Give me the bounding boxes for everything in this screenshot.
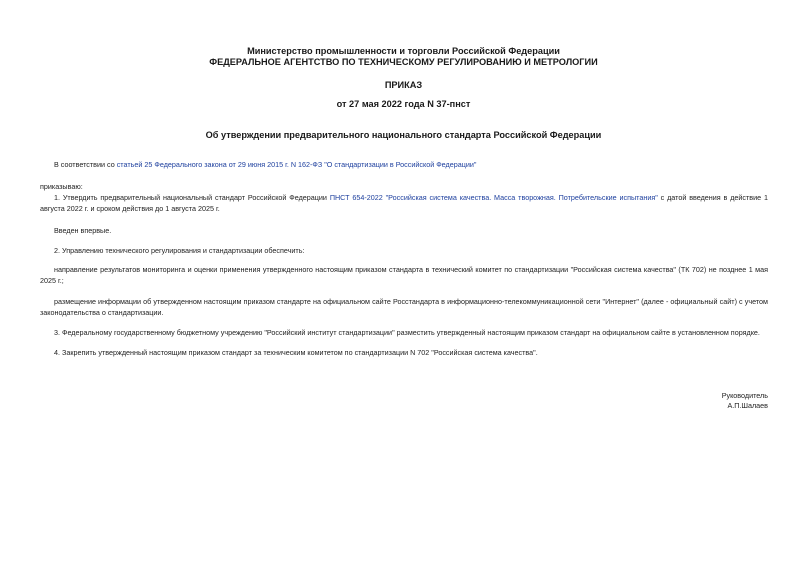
law-link[interactable]: статьей 25 Федерального закона от 29 июня 2015 г. N 162-ФЗ "О стандартизации в Российской Федерации" (116, 160, 477, 169)
item-1 (40, 192, 768, 214)
intro-prefix: В соответствии со (54, 160, 117, 169)
standard-link[interactable]: ПНСТ 654-2022 "Российская система качества. Масса творожная. Потребительские испытания" (329, 193, 658, 202)
date-and-number: от 27 мая 2022 года N 37-пнст (336, 99, 471, 109)
ministry-heading: Министерство промышленности и торговли Российской Федерации (247, 46, 560, 56)
item-2: 2. Управлению технического регулирования и стандартизации обеспечить: (54, 246, 305, 255)
signatory-name: А.П.Шалаев (727, 401, 768, 410)
item-1-prefix: 1. Утвердить предварительный национальный стандарт Российской Федерации (54, 193, 330, 202)
intro-paragraph (54, 159, 774, 170)
order-word: приказываю: (40, 182, 83, 191)
item-2-a: направление результатов мониторинга и оценки применения утвержденного настоящим приказом стандарта в технический комитет по стандартизации "Российская система качества" (ТК 702) не позднее 1 мая 2025 г.; (40, 265, 768, 285)
signatory-role: Руководитель (721, 391, 768, 400)
item-3: 3. Федеральному государственному бюджетному учреждению "Российский институт стандартизации" разместить утвержденный настоящим приказом стандарт на официальном сайте в установленном порядке. (54, 328, 760, 337)
document-type: ПРИКАЗ (384, 80, 423, 90)
item-2-b: размещение информации об утвержденном настоящим приказом стандарте на официальном сайте Росстандарта в информационно-телекоммуникационной сети "Интернет" (далее - официальный сайт) с учетом законодательства о стандартизации. (40, 297, 768, 317)
item-4: 4. Закрепить утвержденный настоящим приказом стандарт за техническим комитетом по стандартизации N 702 "Российская система качества". (54, 348, 538, 357)
document-title: Об утверждении предварительного национального стандарта Российской Федерации (205, 130, 602, 140)
introduced-first: Введен впервые. (54, 226, 112, 235)
item-1-suffix: с датой введения в действие 1 августа 2022 г. и сроком действия до 1 августа 2025 г. (40, 193, 768, 213)
agency-heading: ФЕДЕРАЛЬНОЕ АГЕНТСТВО ПО ТЕХНИЧЕСКОМУ РЕГУЛИРОВАНИЮ И МЕТРОЛОГИИ (209, 57, 598, 67)
